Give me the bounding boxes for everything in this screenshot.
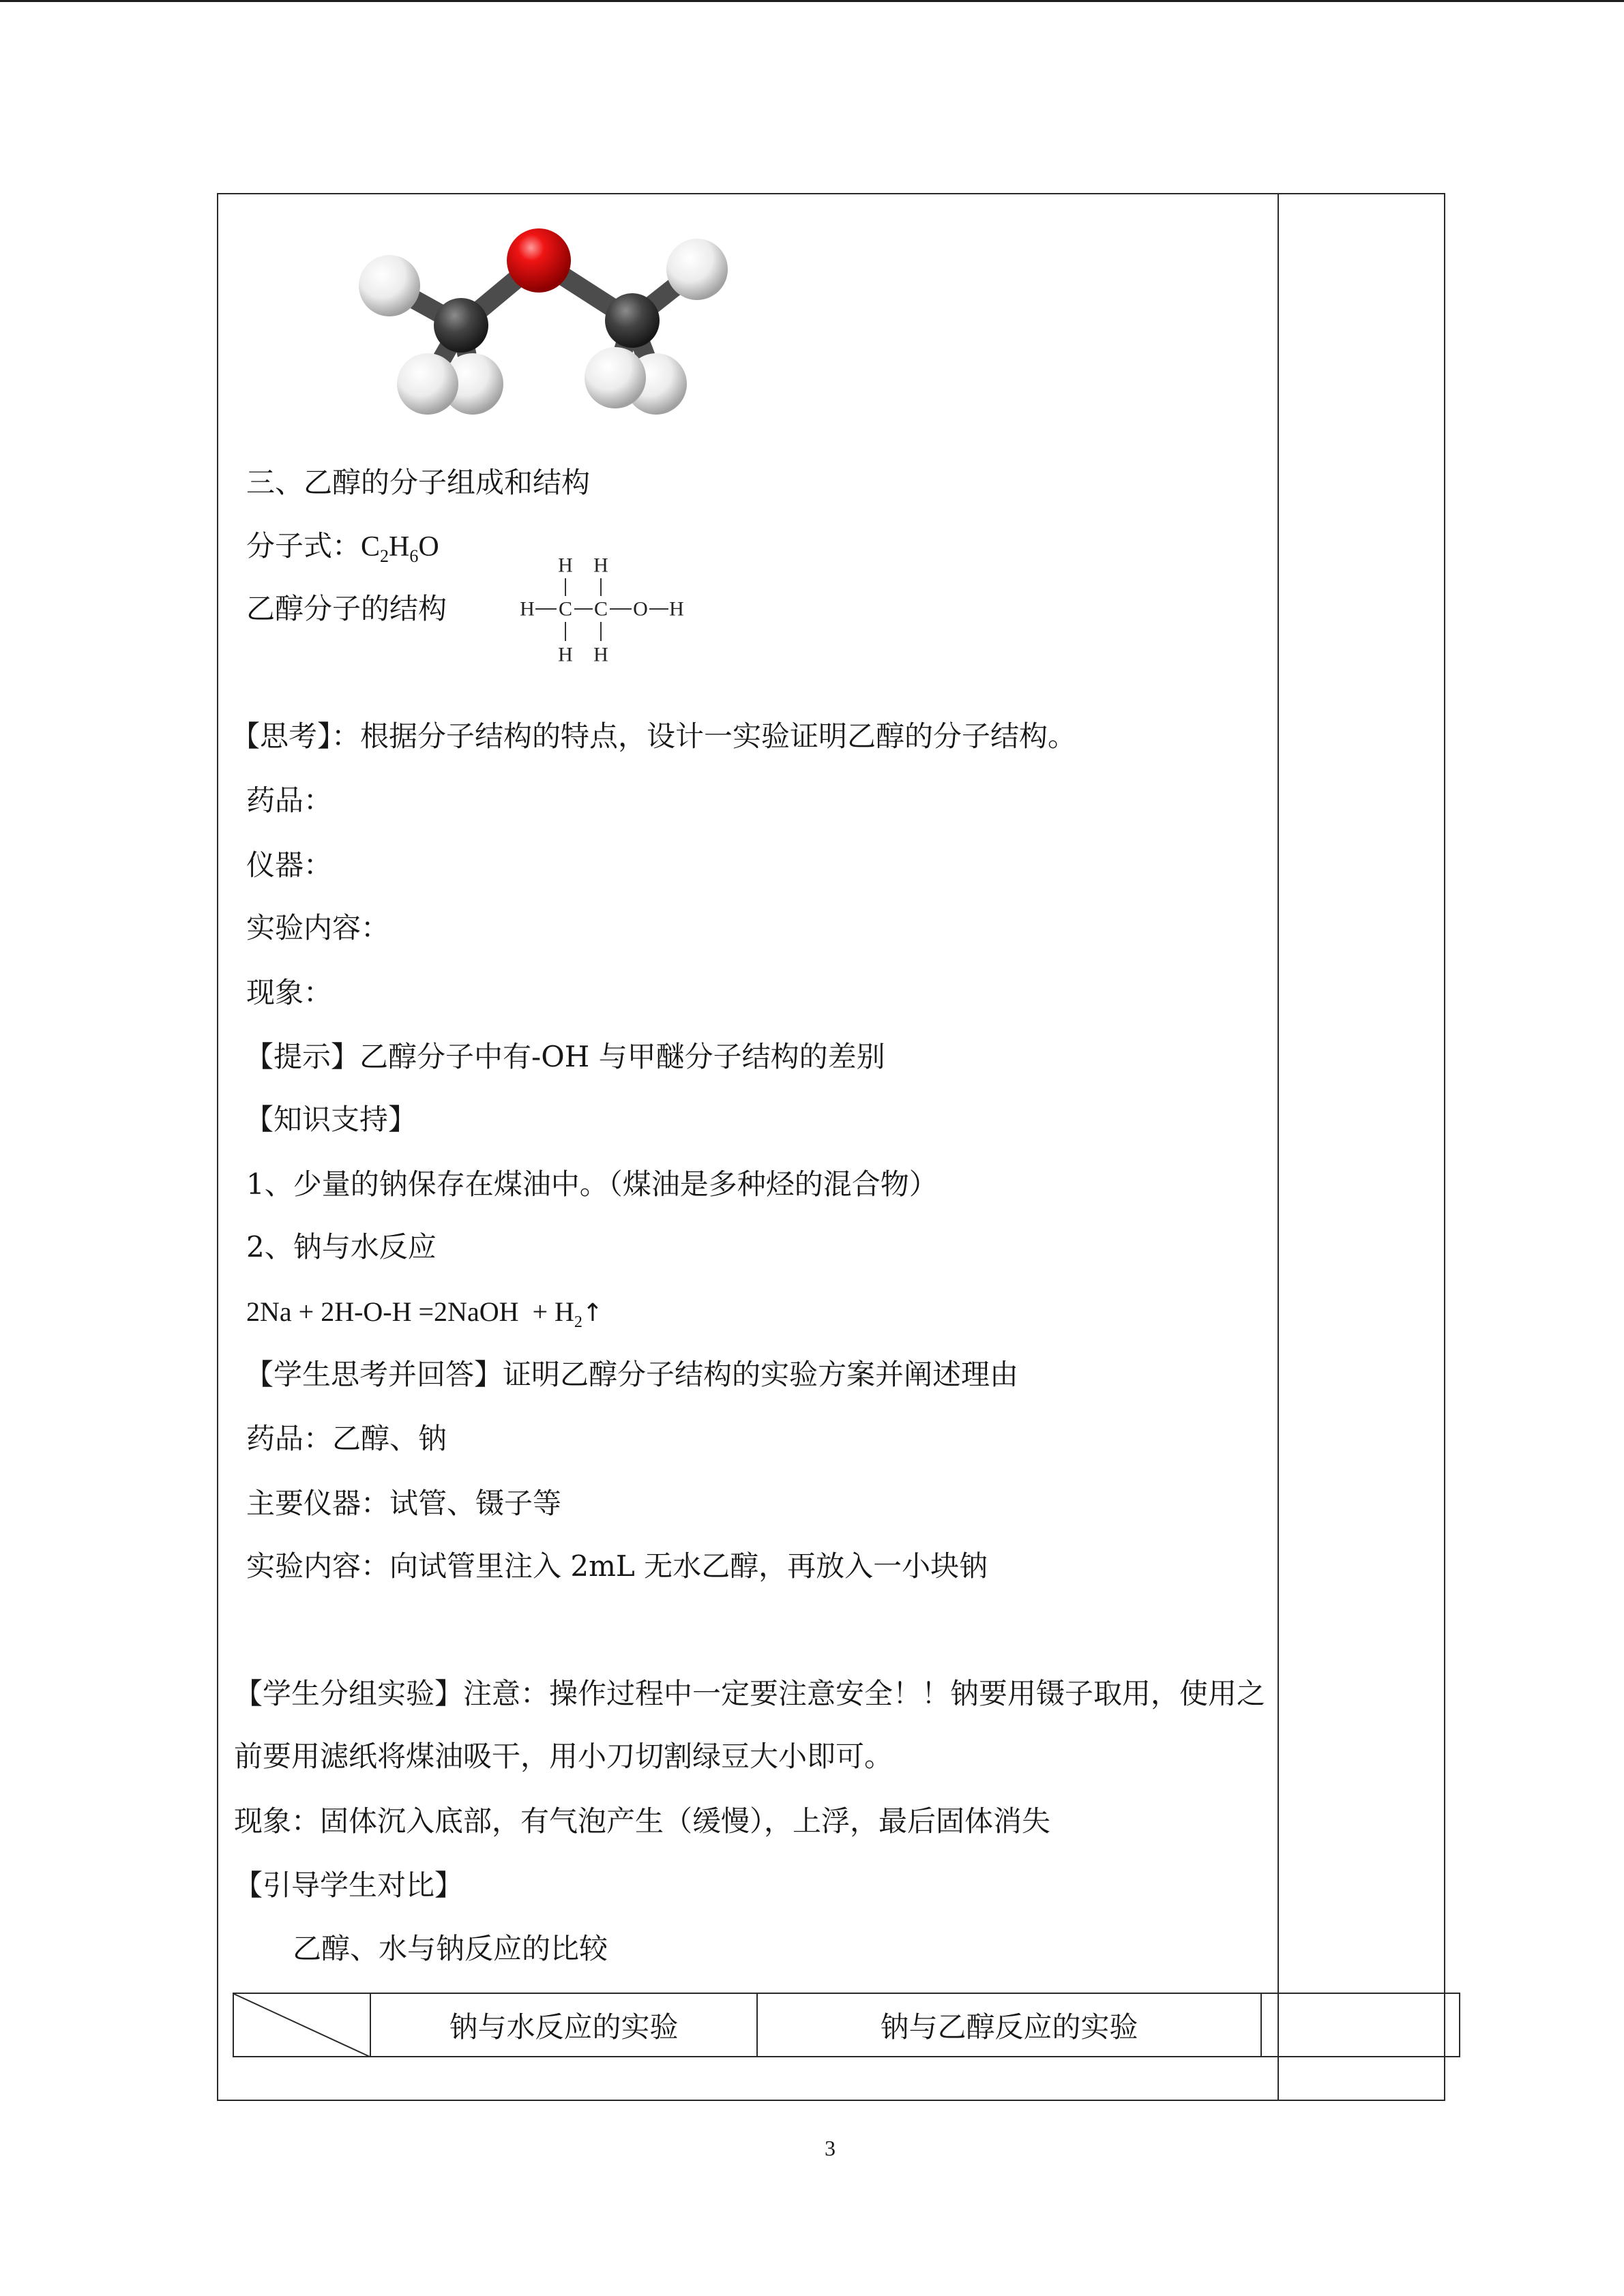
equation-main: 2Na + 2H-O-H =2NaOH + H bbox=[246, 1296, 574, 1327]
gas-arrow-icon: ↑ bbox=[582, 1299, 604, 1327]
think-procedure: 实验内容： bbox=[246, 911, 390, 944]
hint-line: 【提示】乙醇分子中有-OH 与甲醚分子结构的差别 bbox=[245, 1040, 885, 1073]
comparison-title: 【引导学生对比】 bbox=[234, 1868, 464, 1902]
formula-atom-bottom-2: H bbox=[593, 643, 608, 666]
student-answer-procedure: 实验内容：向试管里注入 2mL 无水乙醇，再放入一小块钠 bbox=[246, 1549, 988, 1583]
knowledge-title: 【知识支持】 bbox=[245, 1103, 417, 1136]
think-prompt: 【思考】：根据分子结构的特点，设计一实验证明乙醇的分子结构。 bbox=[231, 719, 1077, 753]
page-number: 3 bbox=[825, 2136, 836, 2160]
lesson-table-column-divider bbox=[1278, 193, 1279, 2101]
carbon-atom-right bbox=[605, 293, 660, 348]
table-header-water: 钠与水反应的实验 bbox=[449, 2010, 679, 2044]
formula-atom-top-1: H bbox=[558, 554, 573, 577]
section-heading: 三、乙醇的分子组成和结构 bbox=[246, 466, 591, 499]
formula-hydrogen-count: 6 bbox=[409, 546, 419, 566]
knowledge-item-2: 2、钠与水反应 bbox=[246, 1230, 437, 1264]
hydrogen-atom bbox=[585, 347, 646, 408]
formula-atom-middle-4: O bbox=[633, 597, 648, 621]
table-diagonal-header-cell bbox=[233, 1993, 370, 2057]
formula-carbon-count: 2 bbox=[380, 546, 389, 566]
formula-atom-middle-1: H bbox=[520, 597, 535, 621]
reaction-equation bbox=[246, 1295, 603, 1329]
knowledge-item-1: 1、少量的钠保存在煤油中。（煤油是多种烃的混合物） bbox=[246, 1167, 938, 1201]
formula-atom-middle-5: H bbox=[669, 597, 684, 621]
molecular-formula-label: 分子式： bbox=[246, 529, 361, 563]
think-reagents: 药品： bbox=[246, 784, 333, 817]
molecular-formula-line bbox=[246, 529, 439, 566]
formula-hydrogen: H bbox=[389, 531, 410, 563]
carbon-atom-left bbox=[434, 298, 488, 353]
formula-carbon: C bbox=[361, 531, 381, 563]
think-phenomenon: 现象： bbox=[246, 976, 333, 1009]
diagonal-line bbox=[234, 1994, 370, 2057]
hydrogen-atom bbox=[359, 255, 420, 316]
student-answer-apparatus: 主要仪器：试管、镊子等 bbox=[246, 1487, 562, 1520]
student-answer-title: 【学生思考并回答】证明乙醇分子结构的实验方案并阐述理由 bbox=[245, 1358, 1019, 1391]
structure-label: 乙醇分子的结构 bbox=[246, 592, 447, 625]
table-header-ethanol: 钠与乙醇反应的实验 bbox=[880, 2010, 1138, 2044]
hydrogen-atom bbox=[397, 353, 458, 415]
ethanol-structural-formula bbox=[505, 546, 703, 682]
page-top-edge bbox=[0, 0, 1624, 2]
formula-atom-top-2: H bbox=[593, 554, 608, 577]
formula-atom-middle-3: C bbox=[593, 597, 608, 621]
group-experiment-line-1: 【学生分组实验】注意：操作过程中一定要注意安全！！钠要用镊子取用，使用之 bbox=[234, 1677, 1266, 1710]
group-experiment-line-2: 前要用滤纸将煤油吸干，用小刀切割绿豆大小即可。 bbox=[234, 1740, 894, 1773]
hydrogen-atom bbox=[666, 239, 728, 300]
think-apparatus: 仪器： bbox=[246, 848, 333, 882]
formula-oxygen: O bbox=[418, 531, 439, 563]
equation-subscript: 2 bbox=[574, 1313, 582, 1331]
group-experiment-phenomenon: 现象：固体沉入底部，有气泡产生（缓慢），上浮，最后固体消失 bbox=[234, 1804, 1051, 1838]
student-answer-reagents: 药品：乙醇、钠 bbox=[246, 1422, 447, 1455]
formula-atom-bottom-1: H bbox=[558, 643, 573, 666]
comparison-subtitle: 乙醇、水与钠反应的比较 bbox=[293, 1932, 608, 1965]
table-column-line bbox=[1260, 1993, 1262, 2057]
oxygen-atom bbox=[507, 228, 571, 293]
formula-atom-middle-2: C bbox=[558, 597, 573, 621]
dimethyl-ether-ball-and-stick-model bbox=[341, 205, 750, 443]
